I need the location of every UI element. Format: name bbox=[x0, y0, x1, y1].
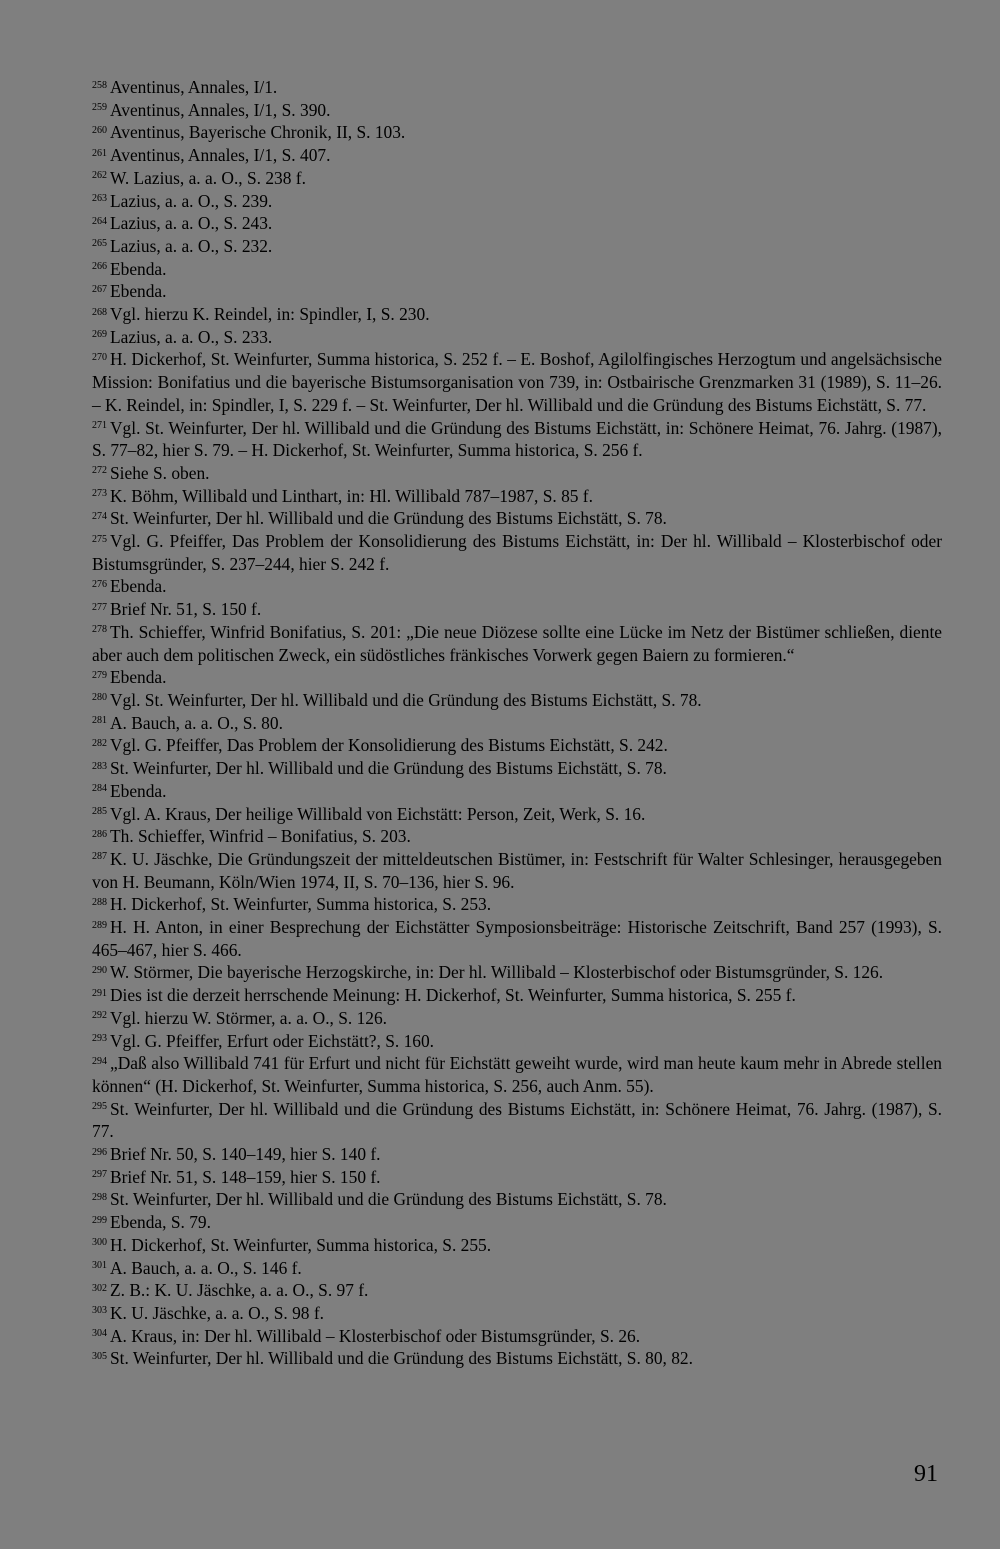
footnote-text: Brief Nr. 50, S. 140–149, hier S. 140 f. bbox=[110, 1144, 381, 1165]
footnote bbox=[92, 780, 942, 803]
footnote-number: 263 bbox=[92, 193, 107, 205]
footnote-text: K. U. Jäschke, a. a. O., S. 98 f. bbox=[110, 1302, 324, 1323]
footnote bbox=[92, 712, 942, 735]
footnote-text: Lazius, a. a. O., S. 239. bbox=[110, 190, 273, 211]
footnote-number: 290 bbox=[92, 964, 107, 976]
footnote-number: 275 bbox=[92, 533, 107, 545]
footnote-text: „Daß also Willibald 741 für Erfurt und nicht für Eichstätt geweiht wurde, wird man heute kaum mehr in Abrede stellen können“ (H. Dickerhof, St. Weinfurter, Summa historica, S. 256, auch Anm. 55). bbox=[92, 1053, 942, 1096]
footnote-number: 281 bbox=[92, 715, 107, 727]
footnote bbox=[92, 485, 942, 508]
footnote-text: W. Lazius, a. a. O., S. 238 f. bbox=[110, 167, 306, 188]
footnote-text: Ebenda. bbox=[110, 258, 167, 279]
footnote-text: Ebenda. bbox=[110, 281, 167, 302]
footnote-number: 296 bbox=[92, 1146, 107, 1158]
footnote-text: Brief Nr. 51, S. 148–159, hier S. 150 f. bbox=[110, 1166, 381, 1187]
footnote bbox=[92, 144, 942, 167]
footnote-text: Dies ist die derzeit herrschende Meinung: H. Dickerhof, St. Weinfurter, Summa historica, S. 255 f. bbox=[110, 985, 796, 1006]
footnote bbox=[92, 621, 942, 666]
footnote bbox=[92, 76, 942, 99]
footnote bbox=[92, 1052, 942, 1097]
footnote-number: 278 bbox=[92, 624, 107, 636]
footnote bbox=[92, 803, 942, 826]
footnote bbox=[92, 303, 942, 326]
footnote bbox=[92, 280, 942, 303]
footnote-text: K. U. Jäschke, Die Gründungszeit der mitteldeutschen Bistümer, in: Festschrift für Walter Schlesinger, herausgegeben von H. Beumann, Köln/Wien 1974, II, S. 70–136, hier S. 96. bbox=[92, 848, 942, 892]
footnote-text: Brief Nr. 51, S. 150 f. bbox=[110, 599, 262, 620]
footnote bbox=[92, 1347, 942, 1370]
footnote-text: St. Weinfurter, Der hl. Willibald und die Gründung des Bistums Eichstätt, S. 78. bbox=[110, 1189, 667, 1210]
footnote-text: Vgl. G. Pfeiffer, Das Problem der Konsolidierung des Bistums Eichstätt, in: Der hl. Willibald – Klosterbischof oder Bistumsgründer, S. 237–244, hier S. 242 f. bbox=[92, 531, 942, 574]
footnote-text: A. Bauch, a. a. O., S. 146 f. bbox=[110, 1257, 302, 1278]
footnote bbox=[92, 326, 942, 349]
footnote bbox=[92, 1279, 942, 1302]
footnote-number: 264 bbox=[92, 215, 107, 227]
footnote bbox=[92, 1007, 942, 1030]
footnote-number: 294 bbox=[92, 1055, 107, 1067]
footnote bbox=[92, 1030, 942, 1053]
footnote-text: Lazius, a. a. O., S. 232. bbox=[110, 235, 273, 256]
footnote-number: 298 bbox=[92, 1191, 107, 1203]
footnote-number: 288 bbox=[92, 896, 107, 908]
footnote bbox=[92, 417, 942, 462]
footnote-text: H. Dickerhof, St. Weinfurter, Summa historica, S. 252 f. – E. Boshof, Agilolfingisches Herzogtum und angelsächsische Mission: Bonifatius und die bayerische Bistumsorganisation von 739, in: Ostbairische Grenzmarken 31 (1989), S. 11–26. – K. Reindel, in: Spindler, I, S. 229 f. – St. Weinfurter, Der hl. Willibald und die Gründung des Bistums Eichstätt, S. 77. bbox=[92, 349, 942, 415]
footnote-number: 280 bbox=[92, 692, 107, 704]
footnote bbox=[92, 1257, 942, 1280]
footnote-number: 285 bbox=[92, 806, 107, 817]
footnote bbox=[92, 167, 942, 190]
footnote bbox=[92, 734, 942, 757]
footnote-text: Aventinus, Bayerische Chronik, II, S. 103. bbox=[110, 122, 406, 143]
footnote-text: Lazius, a. a. O., S. 243. bbox=[110, 213, 273, 234]
footnote bbox=[92, 530, 942, 575]
footnote bbox=[92, 984, 942, 1007]
footnote bbox=[92, 598, 942, 621]
footnote bbox=[92, 1325, 942, 1348]
footnote-number: 299 bbox=[92, 1214, 107, 1226]
footnote-text: Vgl. A. Kraus, Der heilige Willibald von Eichstätt: Person, Zeit, Werk, S. 16. bbox=[110, 803, 646, 824]
footnote-text: Vgl. St. Weinfurter, Der hl. Willibald und die Gründung des Bistums Eichstätt, in: Schönere Heimat, 76. Jahrg. (1987), S. 77–82, hier S. 79. – H. Dickerhof, St. Weinfurter, Summa historica, S. 256 f. bbox=[92, 417, 942, 461]
footnote-text: Vgl. hierzu W. Störmer, a. a. O., S. 126. bbox=[110, 1007, 388, 1028]
footnote bbox=[92, 916, 942, 961]
footnote-number: 303 bbox=[92, 1305, 107, 1317]
footnote bbox=[92, 961, 942, 984]
footnote-text: Siehe S. oben. bbox=[110, 462, 210, 483]
footnote-text: Vgl. G. Pfeiffer, Das Problem der Konsolidierung des Bistums Eichstätt, S. 242. bbox=[110, 735, 668, 756]
footnote bbox=[92, 190, 942, 213]
footnote-number: 291 bbox=[92, 987, 107, 999]
footnote-number: 295 bbox=[92, 1101, 107, 1113]
footnote-number: 267 bbox=[92, 283, 107, 295]
footnote bbox=[92, 1188, 942, 1211]
footnote-number: 300 bbox=[92, 1237, 107, 1249]
footnote-text: Vgl. St. Weinfurter, Der hl. Willibald und die Gründung des Bistums Eichstätt, S. 78. bbox=[110, 689, 702, 710]
footnote-number: 286 bbox=[92, 828, 107, 840]
footnote-number: 259 bbox=[92, 102, 107, 114]
footnote-text: St. Weinfurter, Der hl. Willibald und die Gründung des Bistums Eichstätt, S. 78. bbox=[110, 758, 667, 779]
footnote-number: 301 bbox=[92, 1260, 107, 1272]
footnote bbox=[92, 757, 942, 780]
footnote bbox=[92, 462, 942, 485]
footnote-number: 271 bbox=[92, 420, 107, 432]
footnote-text: W. Störmer, Die bayerische Herzogskirche, in: Der hl. Willibald – Klosterbischof oder Bistumsgründer, S. 126. bbox=[110, 962, 884, 983]
footnote-number: 265 bbox=[92, 238, 107, 250]
footnote bbox=[92, 575, 942, 598]
footnote-number: 274 bbox=[92, 510, 107, 522]
footnote-number: 273 bbox=[92, 488, 107, 500]
footnote-text: Ebenda. bbox=[110, 667, 167, 688]
footnote bbox=[92, 1234, 942, 1257]
footnote-number: 266 bbox=[92, 261, 107, 273]
footnote-text: Ebenda, S. 79. bbox=[110, 1212, 211, 1233]
footnote-number: 258 bbox=[92, 79, 107, 91]
footnote-number: 270 bbox=[92, 351, 107, 363]
footnote bbox=[92, 258, 942, 281]
footnote bbox=[92, 825, 942, 848]
footnote bbox=[92, 666, 942, 689]
footnote-text: K. Böhm, Willibald und Linthart, in: Hl. Willibald 787–1987, S. 85 f. bbox=[110, 485, 593, 506]
footnote bbox=[92, 689, 942, 712]
footnote bbox=[92, 1143, 942, 1166]
footnote bbox=[92, 1211, 942, 1234]
footnote-text: H. Dickerhof, St. Weinfurter, Summa historica, S. 253. bbox=[110, 894, 492, 915]
footnote-number: 262 bbox=[92, 170, 107, 182]
footnote-text: H. H. Anton, in einer Besprechung der Eichstätter Symposionsbeiträge: Historische Zeitschrift, Band 257 (1993), S. 465–467, hier S. 466. bbox=[92, 917, 942, 960]
footnote-number: 279 bbox=[92, 669, 107, 681]
footnote bbox=[92, 507, 942, 530]
footnote-text: Aventinus, Annales, I/1. bbox=[110, 77, 278, 97]
footnote-number: 289 bbox=[92, 919, 107, 931]
footnote bbox=[92, 848, 942, 893]
footnote-number: 269 bbox=[92, 329, 107, 341]
footnote-number: 277 bbox=[92, 601, 107, 613]
footnotes-list bbox=[92, 76, 942, 1370]
footnote-text: St. Weinfurter, Der hl. Willibald und die Gründung des Bistums Eichstätt, S. 78. bbox=[110, 508, 667, 529]
footnote-text: Ebenda. bbox=[110, 576, 167, 597]
footnote bbox=[92, 1302, 942, 1325]
footnote bbox=[92, 212, 942, 235]
footnote bbox=[92, 1166, 942, 1189]
footnote-text: Th. Schieffer, Winfrid Bonifatius, S. 201: „Die neue Diözese sollte eine Lücke im Netz der Bistümer schließen, diente aber auch dem politischen Zweck, ein südöstliches fränkisches Vorwerk gegen Baiern zu formieren.“ bbox=[92, 621, 942, 665]
footnote-text: A. Bauch, a. a. O., S. 80. bbox=[110, 712, 283, 733]
footnote-number: 282 bbox=[92, 737, 107, 749]
footnote-text: Lazius, a. a. O., S. 233. bbox=[110, 326, 273, 347]
footnote-number: 261 bbox=[92, 147, 107, 159]
footnote-number: 292 bbox=[92, 1010, 107, 1022]
footnote bbox=[92, 235, 942, 258]
footnote-text: Vgl. G. Pfeiffer, Erfurt oder Eichstätt?, S. 160. bbox=[110, 1030, 435, 1051]
footnote-text: Ebenda. bbox=[110, 780, 167, 801]
footnote-number: 284 bbox=[92, 783, 107, 795]
footnote-text: Th. Schieffer, Winfrid – Bonifatius, S. 203. bbox=[110, 826, 411, 847]
footnote bbox=[92, 121, 942, 144]
footnote-number: 305 bbox=[92, 1350, 107, 1362]
footnote-number: 260 bbox=[92, 124, 107, 136]
footnote-number: 268 bbox=[92, 306, 107, 318]
footnote-number: 276 bbox=[92, 578, 107, 590]
footnote-number: 287 bbox=[92, 851, 107, 863]
footnote-number: 293 bbox=[92, 1033, 107, 1045]
footnote-text: Aventinus, Annales, I/1, S. 390. bbox=[110, 99, 331, 120]
footnote-text: Aventinus, Annales, I/1, S. 407. bbox=[110, 145, 331, 166]
page-number: 91 bbox=[914, 1461, 938, 1487]
footnote-number: 272 bbox=[92, 465, 107, 477]
footnote-text: St. Weinfurter, Der hl. Willibald und die Gründung des Bistums Eichstätt, S. 80, 82. bbox=[110, 1348, 693, 1369]
footnote-number: 302 bbox=[92, 1282, 107, 1294]
footnote bbox=[92, 893, 942, 916]
footnote bbox=[92, 348, 942, 416]
footnote bbox=[92, 1098, 942, 1143]
footnote bbox=[92, 99, 942, 122]
footnote-number: 297 bbox=[92, 1169, 107, 1181]
footnote-number: 304 bbox=[92, 1328, 107, 1340]
footnote-number: 283 bbox=[92, 760, 107, 772]
footnote-text: H. Dickerhof, St. Weinfurter, Summa historica, S. 255. bbox=[110, 1234, 492, 1255]
footnote-text: Vgl. hierzu K. Reindel, in: Spindler, I, S. 230. bbox=[110, 304, 430, 325]
footnote-text: Z. B.: K. U. Jäschke, a. a. O., S. 97 f. bbox=[110, 1280, 369, 1301]
footnote-text: St. Weinfurter, Der hl. Willibald und die Gründung des Bistums Eichstätt, in: Schönere Heimat, 76. Jahrg. (1987), S. 77. bbox=[92, 1098, 942, 1142]
footnote-text: A. Kraus, in: Der hl. Willibald – Klosterbischof oder Bistumsgründer, S. 26. bbox=[110, 1325, 641, 1346]
